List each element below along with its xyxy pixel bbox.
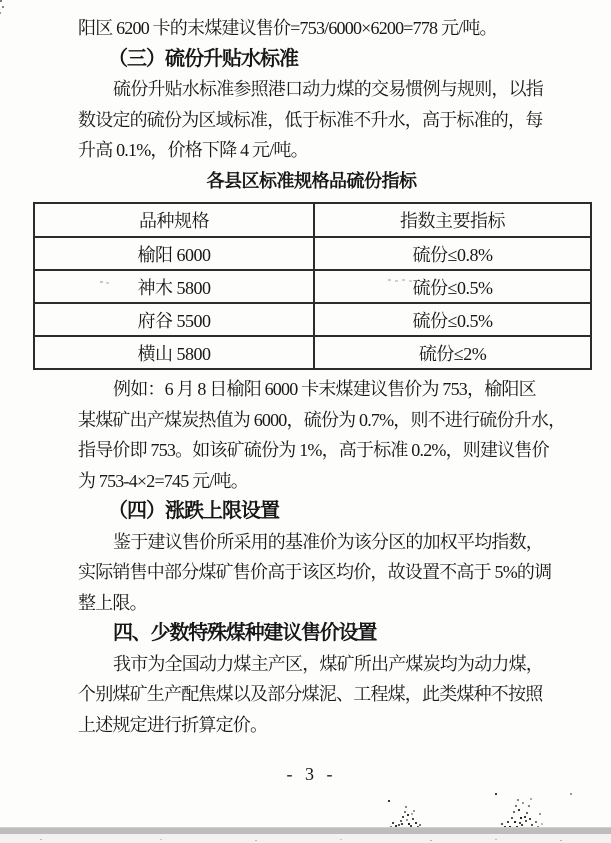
cell-spec: 榆阳 6000 <box>34 237 314 270</box>
text-line: 上述规定进行折算定价。 <box>78 714 268 735</box>
text-line: 指导价即 753。如该矿硫份为 1%，高于标准 0.2%，则建议售价 <box>78 440 549 460</box>
scan-noise-dots <box>100 281 103 283</box>
text-line: 某煤矿出产煤炭热值为 6000，硫份为 0.7%，则不进行硫份升水， <box>78 409 566 430</box>
paragraph-continuation-line: 阳区 6200 卡的末煤建议售价=753/6000×6200=778 元/吨。 <box>78 18 497 38</box>
cell-spec: 横山 5800 <box>34 336 314 369</box>
text-line: 整上限。 <box>78 592 147 613</box>
cell-spec: 神木 5800 <box>34 270 314 303</box>
table-row <box>34 303 591 336</box>
cell-index: 硫份≤0.5% <box>314 270 591 303</box>
text-line: 升高 0.1%，价格下降 4 元/吨。 <box>78 140 308 160</box>
table-title: 各县区标准规格品硫份指标 <box>206 170 417 191</box>
cell-index: 硫份≤2% <box>314 336 591 369</box>
text-line: 为 753-4×2=745 元/吨。 <box>78 470 248 491</box>
scan-noise-dots <box>0 0 2 2</box>
scan-noise-smudge <box>388 800 390 802</box>
table-row <box>34 336 591 369</box>
scan-edge-strip <box>0 834 611 843</box>
sulfur-spec-table <box>33 202 592 370</box>
page-number: - 3 - <box>286 764 337 784</box>
table-row <box>34 270 591 303</box>
scan-noise-smudge <box>495 793 497 795</box>
text-line: 鉴于建议售价所采用的基准价为该分区的加权平均指数， <box>113 531 543 552</box>
text-line: 数设定的硫份为区域标准，低于标准不升水，高于标准的，每 <box>78 109 543 130</box>
table-row <box>34 237 591 270</box>
post-table-text <box>78 374 566 740</box>
text-line: 个别煤矿生产配焦煤以及部分煤泥、工程煤，此类煤种不按照 <box>78 684 543 704</box>
document-body <box>78 13 566 740</box>
cell-spec: 府谷 5500 <box>34 303 314 336</box>
text-line: 实际销售中部分煤矿售价高于该区均价，故设置不高于 5%的调 <box>78 562 552 582</box>
section-3-heading: （三）硫份升贴水标准 <box>108 47 298 70</box>
scan-noise-dots <box>388 279 391 281</box>
header-cell-spec: 品种规格 <box>34 203 314 237</box>
cell-index: 硫份≤0.5% <box>314 303 591 336</box>
text-line: 硫份升贴水标准参照港口动力煤的交易惯例与规则，以指 <box>113 79 543 99</box>
table-header-row <box>34 203 591 237</box>
text-line: 例如：6 月 8 日榆阳 6000 卡末煤建议售价为 753，榆阳区 <box>113 379 536 399</box>
text-line: 我市为全国动力煤主产区，煤矿所出产煤炭均为动力煤， <box>113 653 543 674</box>
scan-noise-dots <box>40 839 42 840</box>
cell-index: 硫份≤0.8% <box>314 237 591 270</box>
header-cell-index: 指数主要指标 <box>314 203 591 237</box>
chapter-4-heading: 四、少数特殊煤种建议售价设置 <box>113 622 377 644</box>
section-4-heading: （四）涨跌上限设置 <box>108 500 279 522</box>
